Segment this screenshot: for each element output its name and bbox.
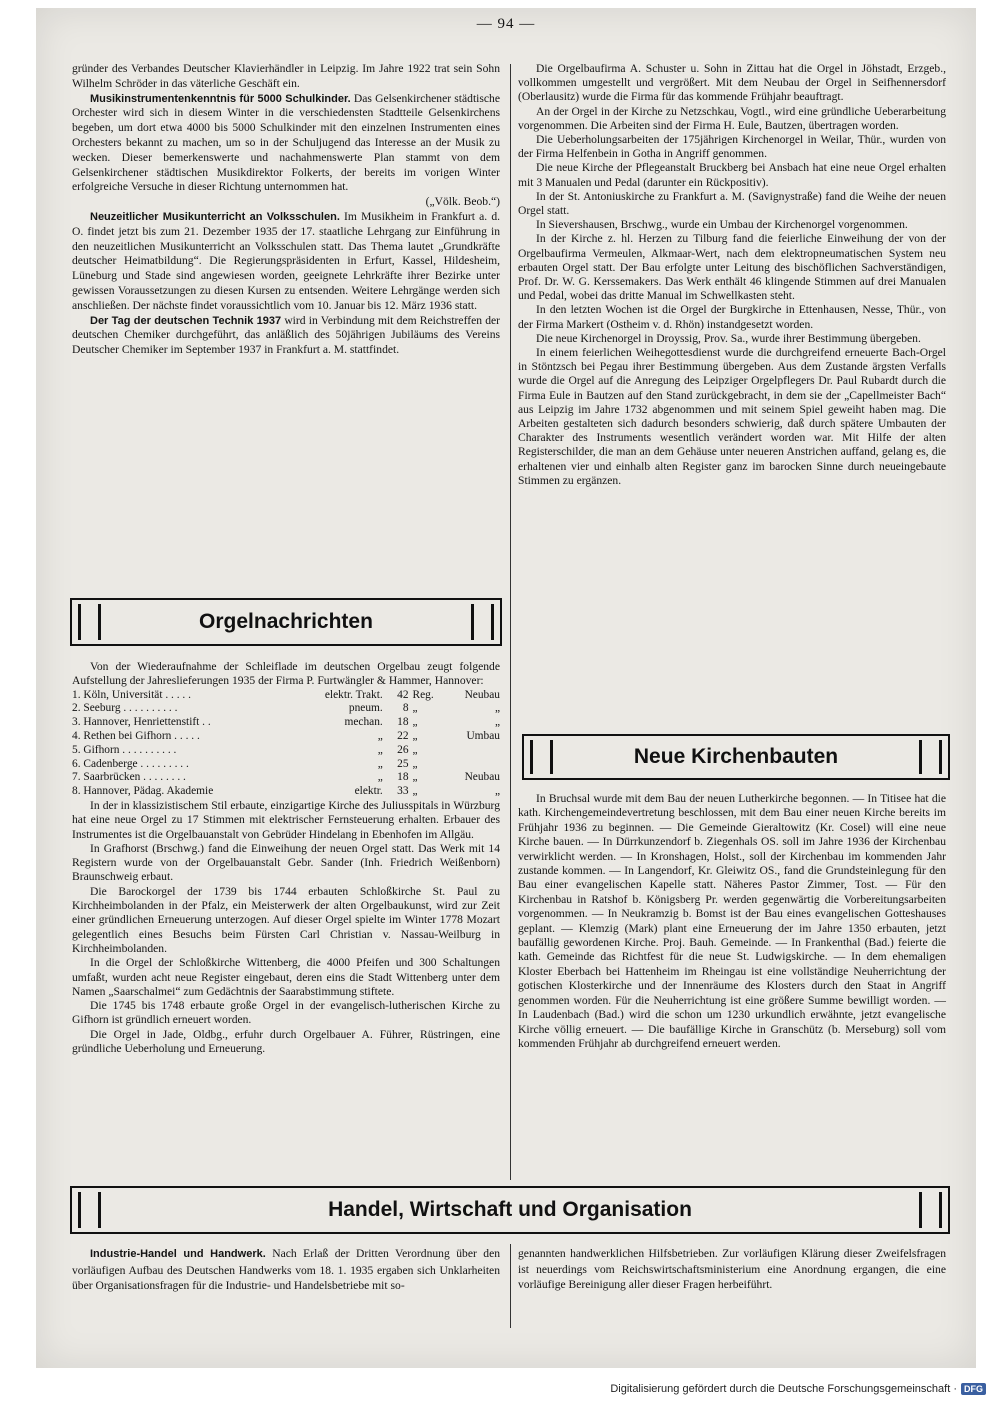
list-registers: 18 — [397, 716, 409, 729]
header-bar-left — [78, 1192, 81, 1228]
article-paragraph — [72, 314, 500, 358]
header-bar-left-inner — [98, 604, 101, 640]
list-type — [445, 758, 500, 772]
list-type: Neubau — [464, 771, 500, 784]
list-row — [72, 758, 500, 772]
header-bar-left-inner — [550, 740, 553, 774]
list-location: 3. Hannover, Henriettenstift . . — [72, 716, 211, 729]
article-text: genannten handwerklichen Hilfsbetrieben. Zur vorläufigen Klärung dieser Zweifelsfragen ist neuerdings vom Reichswirtschaftsministerium eine Anordnung ergangen, die eine vorläufige Bereinigung aller dieser Fragen herbeiführt. — [518, 1247, 946, 1292]
left-column — [72, 62, 500, 358]
article-heading: Industrie-Handel und Handwerk. — [90, 1248, 266, 1260]
orgel-paragraph: Die 1745 bis 1748 erbaute große Orgel in der evangelisch-lutherischen Kirche zu Gifhorn ist gründlich erneuert worden. — [72, 999, 500, 1027]
page-number: — 94 — — [476, 16, 536, 32]
orgel-intro: Von der Wiederaufnahme der Schleiflade im deutschen Orgelbau zeugt folgende Aufstellung der Jahreslieferungen 1935 der Firma P. Furtwängler & Hammer, Hannover: — [72, 660, 500, 688]
list-registers: 33 — [397, 785, 409, 798]
article-paragraph — [72, 210, 500, 314]
list-registers: 18 — [397, 771, 409, 784]
orgel-paragraph: In die Orgel der Schloßkirche Wittenberg, die 4000 Pfeifen und 300 Schaltungen umfaßt, wurden acht neue Register eingebaut, deren eins die Stadt Wittenberg unter dem Namen „Saarschalmei“ zum Gedächtnis der Saarabstimmung stiftete. — [72, 956, 500, 998]
header-bar-left — [78, 604, 81, 640]
article-heading: Musikinstrumentenkenntnis für 5000 Schulkinder. — [90, 92, 351, 105]
article-text: Im Musikheim in Frankfurt a. d. O. findet jetzt bis zum 21. Dezember 1935 der 17. staatliche Lehrgang zur Einführung in den neuzeitlichen Musikunterricht an Volksschulen statt. Das Thema lautet „Grundkräfte deutscher Heimatbildung“. Die Regierungspräsidenten in Erfurt, Kassel, Hildesheim, Lüneburg und Stade sind angewiesen worden, geeignete Lehrkräfte ihrer Bezirke unter gewissen Voraussetzungen zu diesen Kursen zu entsenden. Weitere Lehrgänge werden sich anschließen. Der nächste findet voraussichtlich vom 10. Januar bis 12. März 1936 statt. — [72, 209, 501, 312]
right-column — [518, 62, 946, 488]
header-bar-right-inner — [471, 604, 474, 640]
news-paragraph: An der Orgel in der Kirche zu Netzschkau, Vogtl., wird eine gründliche Ueberarbeitung vorgenommen. Die Arbeiten sind der Firma H. Eule, Bautzen, übertragen worden. — [518, 104, 946, 132]
list-location: 8. Hannover, Pädag. Akademie — [72, 785, 214, 798]
list-traction: „ — [377, 729, 383, 742]
list-unit: „ — [412, 743, 418, 756]
news-paragraph: In der Kirche z. hl. Herzen zu Tilburg fand die feierliche Einweihung der von der Orgelbaufirma Vermeulen, Alkmaar-Wert, nach dem elektropneumatischen System neu erbauten Orgel statt. Der Bau erfolgte unter Leitung des bischöflichen Sachverständigen, Prof. Dr. W. G. Kerssemakers. Das Werk enthält 46 klingende Stimmen auf drei Manualen und Pedal, wobei das dritte Manual im Schwellkasten steht. — [518, 232, 946, 303]
source-citation: („Völk. Beob.“) — [425, 195, 500, 209]
list-location: 4. Rethen bei Gifhorn . . . . . — [72, 729, 200, 742]
kirchen-paragraph: In Bruchsal wurde mit dem Bau der neuen Lutherkirche begonnen. — In Titisee hat die kath. Kirchengemeindevertretung beschlossen, mit dem Bau einer neuen Kirche bereits im Frühjahr 1936 zu beginnen. — Die Gemeinde Gieraltowitz (Kr. Cosel) will eine neue Kirche bauen. — In Dürrkunzendorf b. Ziegenhals OS. soll im Jahre 1936 der Kirchenbau verwirklicht werden. — In Kronshagen, Holst., soll der Kirchenbau im kommenden Jahr zustande kommen. — In Langendorf, Kr. Gleiwitz OS., fand die Grundsteinlegung für den Bau einer evangelischen Kapelle statt. Näheres Pastor Zimmer, Tost. — Für den Kirchenbau in Ratshof b. Königsberg Pr. werden gegenwärtig die Vorbereitungsarbeiten vorgenommen. — In Neukramzig b. Bomst ist der Bau eines evangelischen Gotteshauses geplant. — Klemzig (Mark) plant eine Erneuerung der im Jahre 1350 erbauten, jetzt baufällig gewordenen Kirche. Proj. Bauh. Gemeinde. — In Frankenthal (Bad.) feierte die kath. Gemeinde das Richtfest für die neue St. Ludwigskirche. — In dem ehemaligen Kloster Eberbach bei Hattenheim im Rheingau ist eine vollständige Neuherrichtung der gotischen Klosterkirche und der Innenräume des Klosters durch den Staat in Angriff genommen worden. Für die Neuherrichtung ist eine größere Summe bewilligt worden. — In Laudenbach (Bad.) wird die schon um 1230 urkundlich erwähnte, jetzt evangelische Kirche völlig erneuert. — Die baufällige Kirche in Granschütz (b. Merseburg) soll vom kommenden Frühjahr ab durchgreifend erneuert werden. — [518, 792, 946, 1050]
list-registers: 8 — [402, 702, 409, 715]
list-traction: „ — [377, 771, 383, 784]
list-unit: „ — [412, 771, 418, 784]
header-bar-right — [491, 604, 494, 640]
article-heading: Der Tag der deutschen Technik 1937 — [90, 314, 282, 327]
article-heading: Neuzeitlicher Musikunterricht an Volksschulen. — [90, 210, 340, 223]
list-location: 1. Köln, Universität . . . . . — [72, 688, 191, 701]
column-divider-bottom — [510, 1244, 511, 1328]
list-location: 6. Cadenberge . . . . . . . . . — [72, 757, 189, 770]
list-row — [72, 744, 500, 758]
article-text: Nach Erlaß der Dritten Verordnung über den vorläufigen Aufbau des Deutschen Handwerks vom 18. 1. 1935 ergaben sich Unklarheiten über Organisationsfragen für die Industrie- und Handelsbetriebe mit so- — [72, 1247, 501, 1293]
list-row — [72, 689, 500, 703]
list-traction: pneum. — [348, 702, 383, 715]
list-unit: „ — [412, 785, 418, 798]
section-title: Orgelnachrichten — [199, 610, 373, 633]
header-bar-left-inner — [98, 1192, 101, 1228]
header-bar-right-inner — [919, 740, 922, 774]
orgel-paragraph: Die Orgel in Jade, Oldbg., erfuhr durch Orgelbauer A. Führer, Rüstringen, eine gründliche Ueberholung und Erneuerung. — [72, 1027, 500, 1056]
list-row — [72, 716, 500, 730]
list-row — [72, 785, 500, 799]
orgel-paragraph: In Grafhorst (Brschwg.) fand die Einweihung der neuen Orgel statt. Das Werk mit 14 Registern wurde von der Orgelbauanstalt Gebr. Sander (Inh. Friedrich Weißenborn) Braunschweig erbaut. — [72, 841, 500, 884]
news-paragraph: Die Orgelbaufirma A. Schuster u. Sohn in Zittau hat die Orgel in Jöhstadt, Erzgeb., vollkommen umgestellt und vergrößert. Mit dem Neubau der Orgel in Seifhennersdorf (Oberlausitz) wurde die Firma für das kommende Frühjahr beauftragt. — [518, 62, 946, 104]
orgel-paragraph: In der in klassizistischem Stil erbaute, einzigartige Kirche des Juliusspitals in Würzburg hat eine neue Orgel zu 17 Stimmen mit elektrischer Fernsteuerung erhalten. Erbauer des Instrumentes ist die Orgelbauanstalt von Gebrüder Hindelang in Ebenhofen im Allgäu. — [72, 798, 500, 841]
list-traction: „ — [377, 757, 383, 770]
article-text: wird in Verbindung mit dem Reichstreffen der deutschen Chemiker durchgeführt, das anläßlich des 50jährigen Jubiläums des Vereins Deutscher Chemiker im September 1937 in Frankfurt a. M. stattfindet. — [72, 313, 501, 357]
list-type: „ — [494, 702, 500, 715]
list-registers: 22 — [397, 729, 409, 742]
bottom-right-column — [518, 1246, 946, 1293]
dfg-logo: DFG — [961, 1383, 986, 1395]
list-unit: „ — [412, 757, 418, 770]
list-traction: elektr. Trakt. — [324, 688, 383, 701]
news-paragraph: In den letzten Wochen ist die Orgel der Burgkirche in Ettenhausen, Nesse, Thür., von der Firma Markert (Ostheim v. d. Rhön) instandgesetzt worden. — [518, 303, 946, 331]
orgel-paragraph: Die Barockorgel der 1739 bis 1744 erbauten Schloßkirche St. Paul zu Kirchheimbolanden in der Pfalz, ein Meisterwerk der alten Orgelbaukunst, wird zur Zeit einer gründlichen Erneuerung unterzogen. Auf dieser Orgel spielte im Winter 1778 Mozart gelegentlich eines Besuchs beim Fürsten Carl Christian v. Nassau-Weilburg in Kirchheimbolanden. — [72, 884, 500, 955]
scanned-page — [36, 8, 976, 1368]
intro-paragraph: gründer des Verbandes Deutscher Klavierhändler in Leipzig. Im Jahre 1922 trat sein Sohn Wilhelm Schröder in das väterliche Geschäft ein. — [72, 62, 500, 90]
section-header-kirchen — [522, 734, 950, 780]
header-bar-right — [939, 740, 942, 774]
column-divider — [510, 64, 511, 1180]
article-paragraph — [72, 1246, 500, 1294]
list-type: Umbau — [466, 729, 500, 742]
list-type: Neubau — [464, 688, 500, 701]
delivery-list — [72, 689, 500, 799]
list-unit: „ — [412, 702, 418, 715]
bottom-left-column — [72, 1246, 500, 1294]
list-row — [72, 771, 500, 785]
header-bar-right — [939, 1192, 942, 1228]
list-unit: Reg. — [412, 688, 434, 701]
header-bar-right-inner — [919, 1192, 922, 1228]
news-paragraph: Die Ueberholungsarbeiten der 175jährigen Kirchenorgel in Weilar, Thür., wurden von der Firma Helfenbein in Gotha in Angriff genommen. — [518, 133, 946, 161]
news-paragraph: Die neue Kirchenorgel in Droyssig, Prov. Sa., wurde ihrer Bestimmung übergeben. — [536, 331, 921, 345]
orgel-column — [72, 660, 500, 1056]
list-traction: mechan. — [344, 716, 383, 729]
list-unit: „ — [412, 729, 418, 742]
list-traction: elektr. — [354, 785, 383, 798]
article-text: Das Gelsenkirchener städtische Orchester wird sich in diesem Winter in die verschiedensten Stadtteile Gelsenkirchens begeben, um dort etwa 4000 bis 5000 Schulkinder mit den einzelnen Instrumenten eines Orchesters bekannt zu machen, um so in der Schuljugend das Interesse an der Musik zu wecken. Dieser bemerkenswerte und nachahmenswerte Plan stammt von dem Gelsenkirchener städtischen Musikdirektor Folkerts, der bereits im vorigen Winter erfolgreiche Versuche in dieser Richtung unternommen hat. — [72, 91, 500, 194]
list-type — [445, 744, 500, 758]
list-traction: „ — [377, 743, 383, 756]
news-paragraph: Die neue Kirche der Pflegeanstalt Bruckberg bei Ansbach hat eine neue Orgel erhalten mit 3 Manualen und Pedal (darunter ein Rückpositiv). — [518, 161, 946, 189]
header-bar-left — [530, 740, 533, 774]
article-paragraph — [72, 92, 500, 196]
news-paragraph: In Sievershausen, Brschwg., wurde ein Umbau der Kirchenorgel vorgenommen. — [536, 218, 908, 232]
news-paragraph: In der St. Antoniuskirche zu Frankfurt a. M. (Savignystraße) fand die Weihe der neuen Orgel statt. — [518, 189, 946, 218]
footer-text: Digitalisierung gefördert durch die Deutsche Forschungsgemeinschaft · — [610, 1383, 957, 1395]
section-header-handel — [70, 1186, 950, 1234]
section-title: Handel, Wirtschaft und Organisation — [328, 1198, 692, 1221]
list-registers: 26 — [397, 743, 409, 756]
digitization-footer — [610, 1383, 986, 1395]
section-header-orgel — [70, 598, 502, 646]
list-registers: 25 — [397, 757, 409, 770]
list-registers: 42 — [397, 688, 409, 701]
news-paragraph: In einem feierlichen Weihegottesdienst wurde die durchgreifend erneuerte Bach-Orgel in Stöntzsch bei Pegau ihrer Bestimmung übergeben. Aus dem Zustande ärgsten Verfalls wurde die Orgel auf die Anregung des Leipziger Orgelpflegers Dr. Paul Rubardt durch die Firma Eule in Bautzen auf den Stand zurückgebracht, in dem sie der „Capellmeister Bach“ aus Leipzig im Jahre 1732 abgenommen und mit seinem Spiel geweiht haben mag. Die Arbeiten gestalteten sich dadurch besonders schwierig, daß durch spätere Umbauten der Charakter des Instruments wesentlich verändert worden war. Mit Hilfe der alten Registerschilder, die man an dem Gehäuse unter neueren Anstrichen auffand, gelang es, die erhaltenen vier und einhalb alten Register ganz im barocken Sinne durch neueingebaute Stimmen zu ergänzen. — [518, 346, 946, 487]
kirchen-column — [518, 792, 946, 1051]
list-row — [72, 702, 500, 716]
list-row — [72, 730, 500, 744]
list-type: „ — [494, 716, 500, 729]
list-type: „ — [494, 785, 500, 798]
list-location: 5. Gifhorn . . . . . . . . . . — [72, 743, 177, 756]
list-unit: „ — [412, 716, 418, 729]
list-location: 2. Seeburg . . . . . . . . . . — [72, 702, 178, 715]
list-location: 7. Saarbrücken . . . . . . . . — [72, 771, 186, 784]
section-title: Neue Kirchenbauten — [633, 745, 839, 768]
